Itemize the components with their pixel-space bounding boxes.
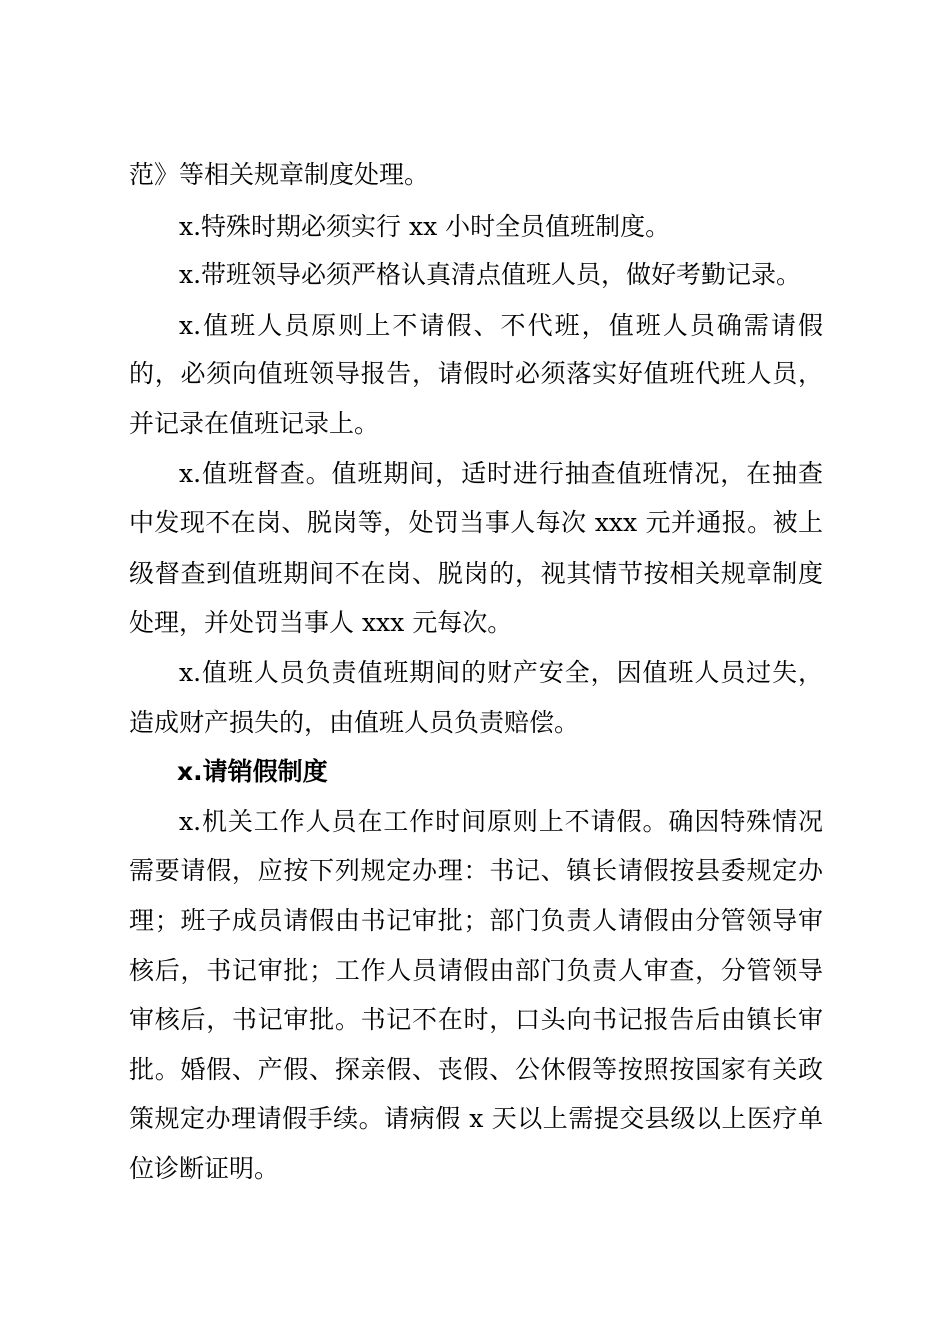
text-line: x.特殊时期必须实行 xx 小时全员值班制度。 — [179, 212, 671, 241]
text-line: 需要请假，应按下列规定办理：书记、镇长请假按县委规定办 — [129, 856, 823, 885]
text-line: 审核后，书记审批。书记不在时，口头向书记报告后由镇长审 — [129, 1005, 823, 1034]
text-line: 位诊断证明。 — [129, 1154, 280, 1183]
text-line: x.值班人员原则上不请假、不代班，值班人员确需请假 — [179, 311, 823, 340]
section-heading: x.请销假制度 — [177, 757, 328, 786]
text-line: 策规定办理请假手续。请病假 x 天以上需提交县级以上医疗单 — [129, 1104, 823, 1133]
text-line: 级督查到值班期间不在岗、脱岗的，视其情节按相关规章制度 — [129, 559, 823, 588]
text-line: 批。婚假、产假、探亲假、丧假、公休假等按照按国家有关政 — [129, 1055, 823, 1084]
text-line: x.机关工作人员在工作时间原则上不请假。确因特殊情况 — [179, 807, 823, 836]
text-line: 核后，书记审批；工作人员请假由部门负责人审查，分管领导 — [129, 956, 823, 985]
text-line: x.值班人员负责值班期间的财产安全，因值班人员过失， — [179, 658, 823, 687]
text-line: 中发现不在岗、脱岗等，处罚当事人每次 xxx 元并通报。被上 — [129, 508, 823, 537]
text-line: x.值班督查。值班期间，适时进行抽查值班情况，在抽查 — [179, 459, 823, 488]
text-line: x.带班领导必须严格认真清点值班人员，做好考勤记录。 — [179, 260, 802, 289]
text-line: 范》等相关规章制度处理。 — [129, 160, 430, 189]
text-line: 的，必须向值班领导报告，请假时必须落实好值班代班人员， — [129, 359, 823, 388]
text-line: 处理，并处罚当事人 xxx 元每次。 — [129, 608, 513, 637]
text-line: 并记录在值班记录上。 — [129, 409, 380, 438]
text-line: 理；班子成员请假由书记审批；部门负责人请假由分管领导审 — [129, 906, 823, 935]
text-line: 造成财产损失的，由值班人员负责赔偿。 — [129, 708, 580, 737]
